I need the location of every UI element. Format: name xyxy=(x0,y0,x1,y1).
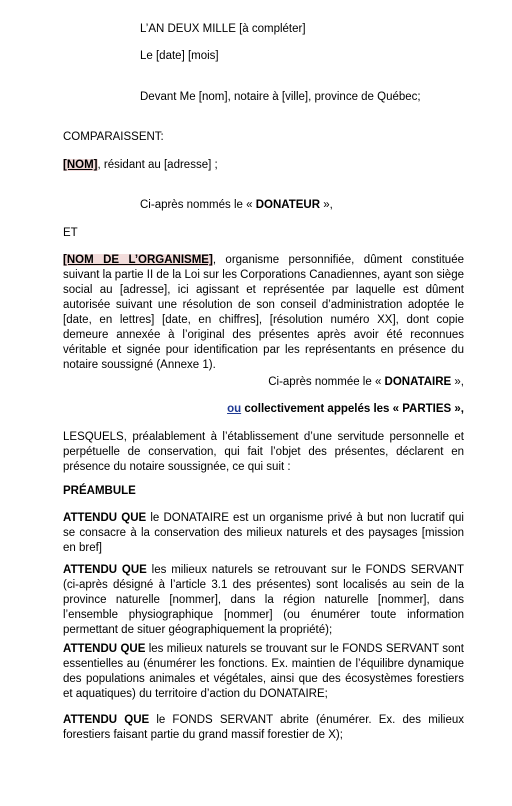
donor-address: , résidant au [adresse] ; xyxy=(97,159,218,171)
donor-designation-word: DONATEUR xyxy=(255,199,320,211)
deed-year: L’AN DEUX MILLE [à compléter] xyxy=(140,23,306,35)
deed-notary: Devant Me [nom], notaire à [ville], province de Québec; xyxy=(140,91,421,103)
whereas-clause-3 xyxy=(63,642,464,702)
collective-or: ou xyxy=(227,403,242,415)
deed-date: Le [date] [mois] xyxy=(140,50,219,62)
whereas-clause-1 xyxy=(63,511,464,556)
intro-paragraph: LESQUELS, préalablement à l’établissement d’une servitude personnelle et perpétuelle de conservation, qui fait l’objet des présentes, déclarent en présence du notaire soussignée, ce qui suit : xyxy=(63,431,464,473)
donee-designation-suffix: », xyxy=(451,376,464,388)
donor-designation-suffix: », xyxy=(320,199,333,211)
donor-designation xyxy=(140,198,333,213)
organization-description: , organisme personnifiée, dûment constituée suivant la partie II de la Loi sur les Corporations Canadiennes, ayant son siège social au [adresse], ici agissant et représentée par laquelle est dûment autorisée suivant une résolution de son conseil d’administration adoptée le [date, en lettres] [date, en chiffres], [résolution numéro XX], dont copie demeure annexée à l’original des présentes après avoir été reconnues véritable et signée pour identification par les représentants en présence du notaire soussigné (Annexe 1). xyxy=(63,254,464,371)
whereas-text: les milieux naturels se trouvant sur le FONDS SERVANT sont essentielles au (énumérer les fonctions. Ex. maintien de l’équilibre dynamique des populations animales et végétales, ainsi que des écosystèmes forestiers et aquatiques) du territoire d’action du DONATAIRE; xyxy=(63,643,465,700)
donee-designation-word: DONATAIRE xyxy=(384,376,452,388)
donee-designation-prefix: Ci-après nommée le « xyxy=(268,376,385,388)
whereas-clause-4 xyxy=(63,713,464,743)
collective-designation-text: collectivement appelés les « PARTIES », xyxy=(241,403,464,415)
whereas-text: le FONDS SERVANT abrite (énumérer. Ex. des milieux forestiers faisant partie du grand massif forestier de X); xyxy=(63,714,464,741)
whereas-keyword: ATTENDU QUE xyxy=(63,512,147,524)
whereas-keyword: ATTENDU QUE xyxy=(63,564,147,576)
whereas-clause-2 xyxy=(63,563,464,638)
whereas-text: les milieux naturels se retrouvant sur le FONDS SERVANT (ci-après désigné à l’article 3.1 des présentes) sont localisés au sein de la province naturelle [nommer], dans la région naturelle [nommer], dans l’ensemble physiographique [nommer] (ou énumérer toute information permettant de situer géographiquement la propriété); xyxy=(63,564,465,636)
donor-name: [NOM] xyxy=(63,159,98,171)
organization-name: [NOM DE L’ORGANISME] xyxy=(63,254,213,266)
preamble-heading: PRÉAMBULE xyxy=(63,485,136,497)
collective-designation xyxy=(63,402,464,417)
appear-heading: COMPARAISSENT: xyxy=(63,131,164,143)
and-separator: ET xyxy=(63,227,78,239)
donor-line xyxy=(63,158,218,173)
whereas-text: le DONATAIRE est un organisme privé à but non lucratif qui se consacre à la conservation des milieux naturels et des paysages [mission en bref] xyxy=(63,512,464,554)
organization-paragraph xyxy=(63,253,464,373)
whereas-keyword: ATTENDU QUE xyxy=(63,714,150,726)
donee-designation xyxy=(63,375,464,390)
donor-designation-prefix: Ci-après nommés le « xyxy=(140,199,256,211)
whereas-keyword: ATTENDU QUE xyxy=(63,643,146,655)
